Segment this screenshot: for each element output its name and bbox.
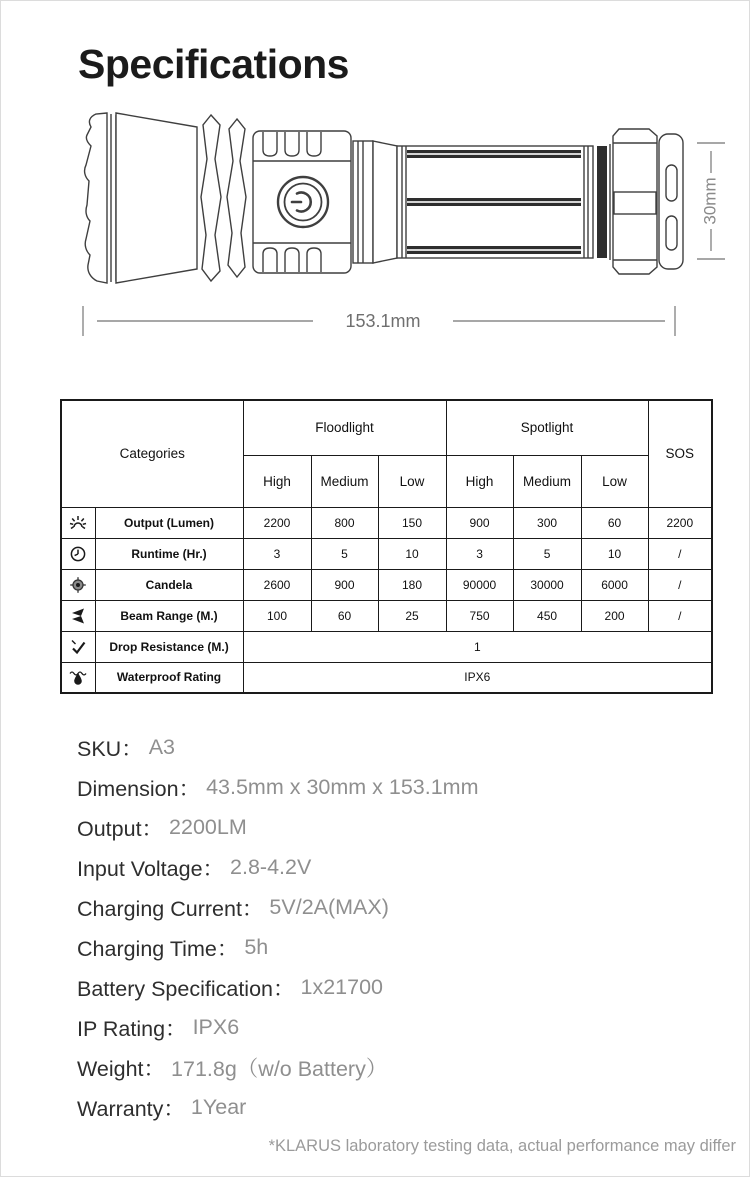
mode-header: Medium <box>513 455 581 507</box>
detail-value: 1Year <box>190 1094 247 1119</box>
flashlight-tailcap <box>597 129 683 274</box>
cell: 200 <box>581 600 648 631</box>
cell: 10 <box>581 538 648 569</box>
detail-label: Output： <box>77 816 164 841</box>
brightness-icon <box>61 507 95 538</box>
detail-label: SKU： <box>77 736 143 761</box>
list-item <box>77 727 479 767</box>
row-label: Runtime (Hr.) <box>95 538 243 569</box>
list-item <box>77 1047 479 1087</box>
cell-span: 1 <box>243 631 712 662</box>
candela-icon <box>61 569 95 600</box>
detail-label: Warranty： <box>77 1096 185 1121</box>
row-label: Waterproof Rating <box>95 662 243 693</box>
categories-header: Categories <box>61 400 243 507</box>
mode-header: Medium <box>311 455 378 507</box>
cell: / <box>648 538 712 569</box>
detail-label: Dimension： <box>77 776 201 801</box>
detail-value: 1x21700 <box>300 974 383 999</box>
cell: / <box>648 569 712 600</box>
detail-value: IPX6 <box>192 1014 240 1039</box>
list-item <box>77 847 479 887</box>
cell: 900 <box>311 569 378 600</box>
cell: 300 <box>513 507 581 538</box>
waterproof-icon <box>61 662 95 693</box>
cell: 450 <box>513 600 581 631</box>
cell: 180 <box>378 569 446 600</box>
detail-value: 171.8g（w/o Battery） <box>171 1056 388 1081</box>
cell: 900 <box>446 507 513 538</box>
cell: 25 <box>378 600 446 631</box>
table-row <box>61 569 712 600</box>
detail-label: Weight： <box>77 1056 166 1081</box>
clock-icon <box>61 538 95 569</box>
detail-label: Charging Current： <box>77 896 264 921</box>
spec-table <box>60 399 713 694</box>
cell-span: IPX6 <box>243 662 712 693</box>
list-item <box>77 927 479 967</box>
flashlight-neck <box>353 141 397 263</box>
cell: / <box>648 600 712 631</box>
list-item <box>77 967 479 1007</box>
length-label: 153.1mm <box>345 311 421 331</box>
length-dimension <box>83 306 675 336</box>
cell: 5 <box>513 538 581 569</box>
table-row <box>61 538 712 569</box>
row-label: Candela <box>95 569 243 600</box>
detail-label: IP Rating： <box>77 1016 187 1041</box>
list-item <box>77 887 479 927</box>
cell: 10 <box>378 538 446 569</box>
cell: 800 <box>311 507 378 538</box>
detail-value: A3 <box>148 734 176 759</box>
cell: 5 <box>311 538 378 569</box>
table-row <box>61 507 712 538</box>
mode-header: Low <box>378 455 446 507</box>
row-label: Beam Range (M.) <box>95 600 243 631</box>
detail-label: Input Voltage： <box>77 856 225 881</box>
cell: 6000 <box>581 569 648 600</box>
row-label: Drop Resistance (M.) <box>95 631 243 662</box>
page-title: Specifications <box>78 41 349 87</box>
detail-value: 2200LM <box>169 814 247 839</box>
list-item <box>77 807 479 847</box>
detail-value: 43.5mm x 30mm x 153.1mm <box>206 774 479 799</box>
cell: 60 <box>581 507 648 538</box>
mode-header: High <box>243 455 311 507</box>
diameter-label: 30mm <box>700 177 720 225</box>
flashlight-body-tube <box>397 146 593 258</box>
spotlight-header: Spotlight <box>446 400 648 455</box>
disclaimer-footnote: *KLARUS laboratory testing data, actual performance may differ <box>268 1137 736 1155</box>
beam-range-icon <box>61 600 95 631</box>
detail-value: 5h <box>244 934 269 959</box>
sos-header: SOS <box>648 400 712 507</box>
flashlight-head <box>85 113 197 283</box>
detail-value: 2.8-4.2V <box>230 854 312 879</box>
table-row <box>61 600 712 631</box>
mode-header: High <box>446 455 513 507</box>
list-item <box>77 1087 479 1127</box>
table-row <box>61 662 712 693</box>
cell: 90000 <box>446 569 513 600</box>
drop-resistance-icon <box>61 631 95 662</box>
cell: 30000 <box>513 569 581 600</box>
cell: 2600 <box>243 569 311 600</box>
detail-label: Charging Time： <box>77 936 239 961</box>
flashlight-drawing-svg <box>1 89 750 359</box>
product-details-list <box>77 727 479 1127</box>
cell: 60 <box>311 600 378 631</box>
detail-value: 5V/2A(MAX) <box>269 894 389 919</box>
cell: 750 <box>446 600 513 631</box>
flashlight-technical-drawing <box>1 89 750 359</box>
mode-header: Low <box>581 455 648 507</box>
floodlight-header: Floodlight <box>243 400 446 455</box>
cell: 2200 <box>243 507 311 538</box>
cell: 3 <box>243 538 311 569</box>
diameter-dimension <box>697 143 725 259</box>
cell: 100 <box>243 600 311 631</box>
table-row <box>61 631 712 662</box>
list-item <box>77 1007 479 1047</box>
detail-label: Battery Specification： <box>77 976 295 1001</box>
cell: 3 <box>446 538 513 569</box>
row-label: Output (Lumen) <box>95 507 243 538</box>
cell: 150 <box>378 507 446 538</box>
cell: 2200 <box>648 507 712 538</box>
flashlight-scalloped-rings <box>201 115 246 281</box>
list-item <box>77 767 479 807</box>
